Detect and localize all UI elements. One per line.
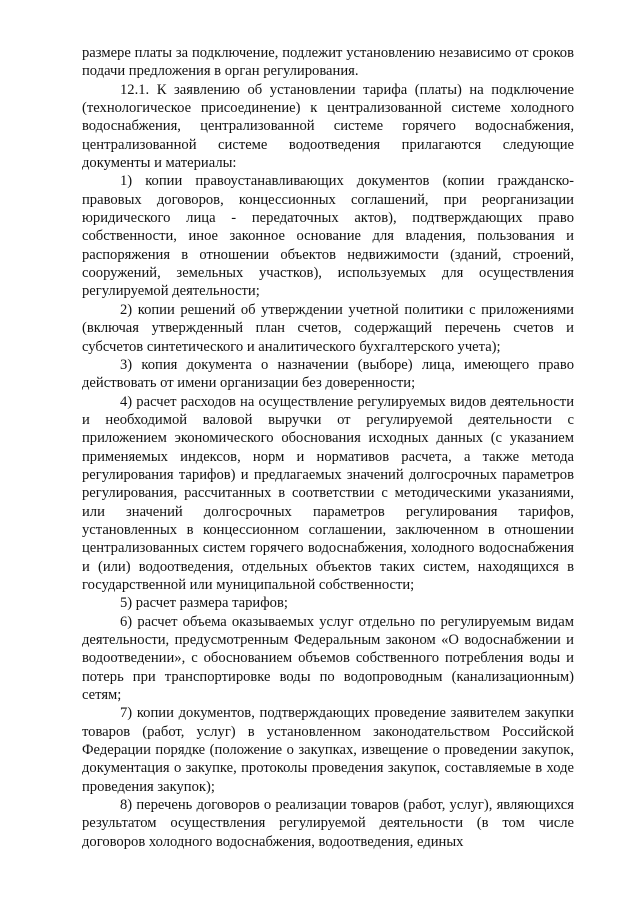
list-item-2: 2) копии решений об утверждении учетной политики с приложениями (включая утвержденный план счетов, содержащий перечень счетов и субсчетов синтетического и аналитического бухгалтерского учета);	[82, 301, 574, 355]
paragraph-continuation: размере платы за подключение, подлежит установлению независимо от сроков подачи предложения в орган регулирования.	[82, 45, 574, 80]
list-item-8: 8) перечень договоров о реализации товаров (работ, услуг), являющихся результатом осуществления регулируемой деятельности (в том числе договоров холодного водоснабжения, водоотведения, единых	[82, 797, 574, 850]
paragraph-clause-12-1: 12.1. К заявлению об установлении тарифа (платы) на подключение (технологическое присоединение) к централизованной системе холодного водоснабжения, централизованной системе горячего водоснабжения, централизованной системе водоотведения прилагаются следующие документы и материалы:	[82, 81, 574, 172]
list-item-4: 4) расчет расходов на осуществление регулируемых видов деятельности и необходимой валовой выручки от регулируемой деятельности с приложением экономического обоснования исходных данных (с указанием применяемых индексов, норм и нормативов расчета, а также метода регулирования тарифов) и предлагаемых значений долгосрочных параметров регулирования, рассчитанных в соответствии с методическими указаниями, или значений долгосрочных параметров регулирования тарифов, установленных в концессионном соглашении, заключенном в отношении централизованных систем горячего водоснабжения, холодного водоснабжения и (или) водоотведения, отдельных объектов таких систем, находящихся в государственной или муниципальной собственности;	[82, 393, 574, 593]
list-item-5: 5) расчет размера тарифов;	[120, 595, 288, 612]
list-item-6: 6) расчет объема оказываемых услуг отдельно по регулируемым видам деятельности, предусмотренным Федеральным законом «О водоснабжении и водоотведении», с обоснованием объемов собственного потребления воды и потерь при транспортировке воды по водопроводным (канализационным) сетям;	[82, 613, 574, 704]
list-item-7: 7) копии документов, подтверждающих проведение заявителем закупки товаров (работ, услуг) в установленном законодательством Российской Федерации порядке (положение о закупках, извещение о проведении закупок, документация о закупке, протоколы проведения закупок, составляемые в ходе проведения закупок);	[82, 705, 574, 795]
list-item-1: 1) копии правоустанавливающих документов (копии гражданско-правовых договоров, концессионных соглашений, при реорганизации юридического лица - передаточных актов), подтверждающих право собственности, иное законное основание для владения, пользования и распоряжения в отношении объектов недвижимости (зданий, строений, сооружений, земельных участков), используемых для осуществления регулируемой деятельности;	[82, 173, 574, 300]
list-item-3: 3) копия документа о назначении (выборе) лица, имеющего право действовать от имени организации без доверенности;	[82, 356, 574, 392]
